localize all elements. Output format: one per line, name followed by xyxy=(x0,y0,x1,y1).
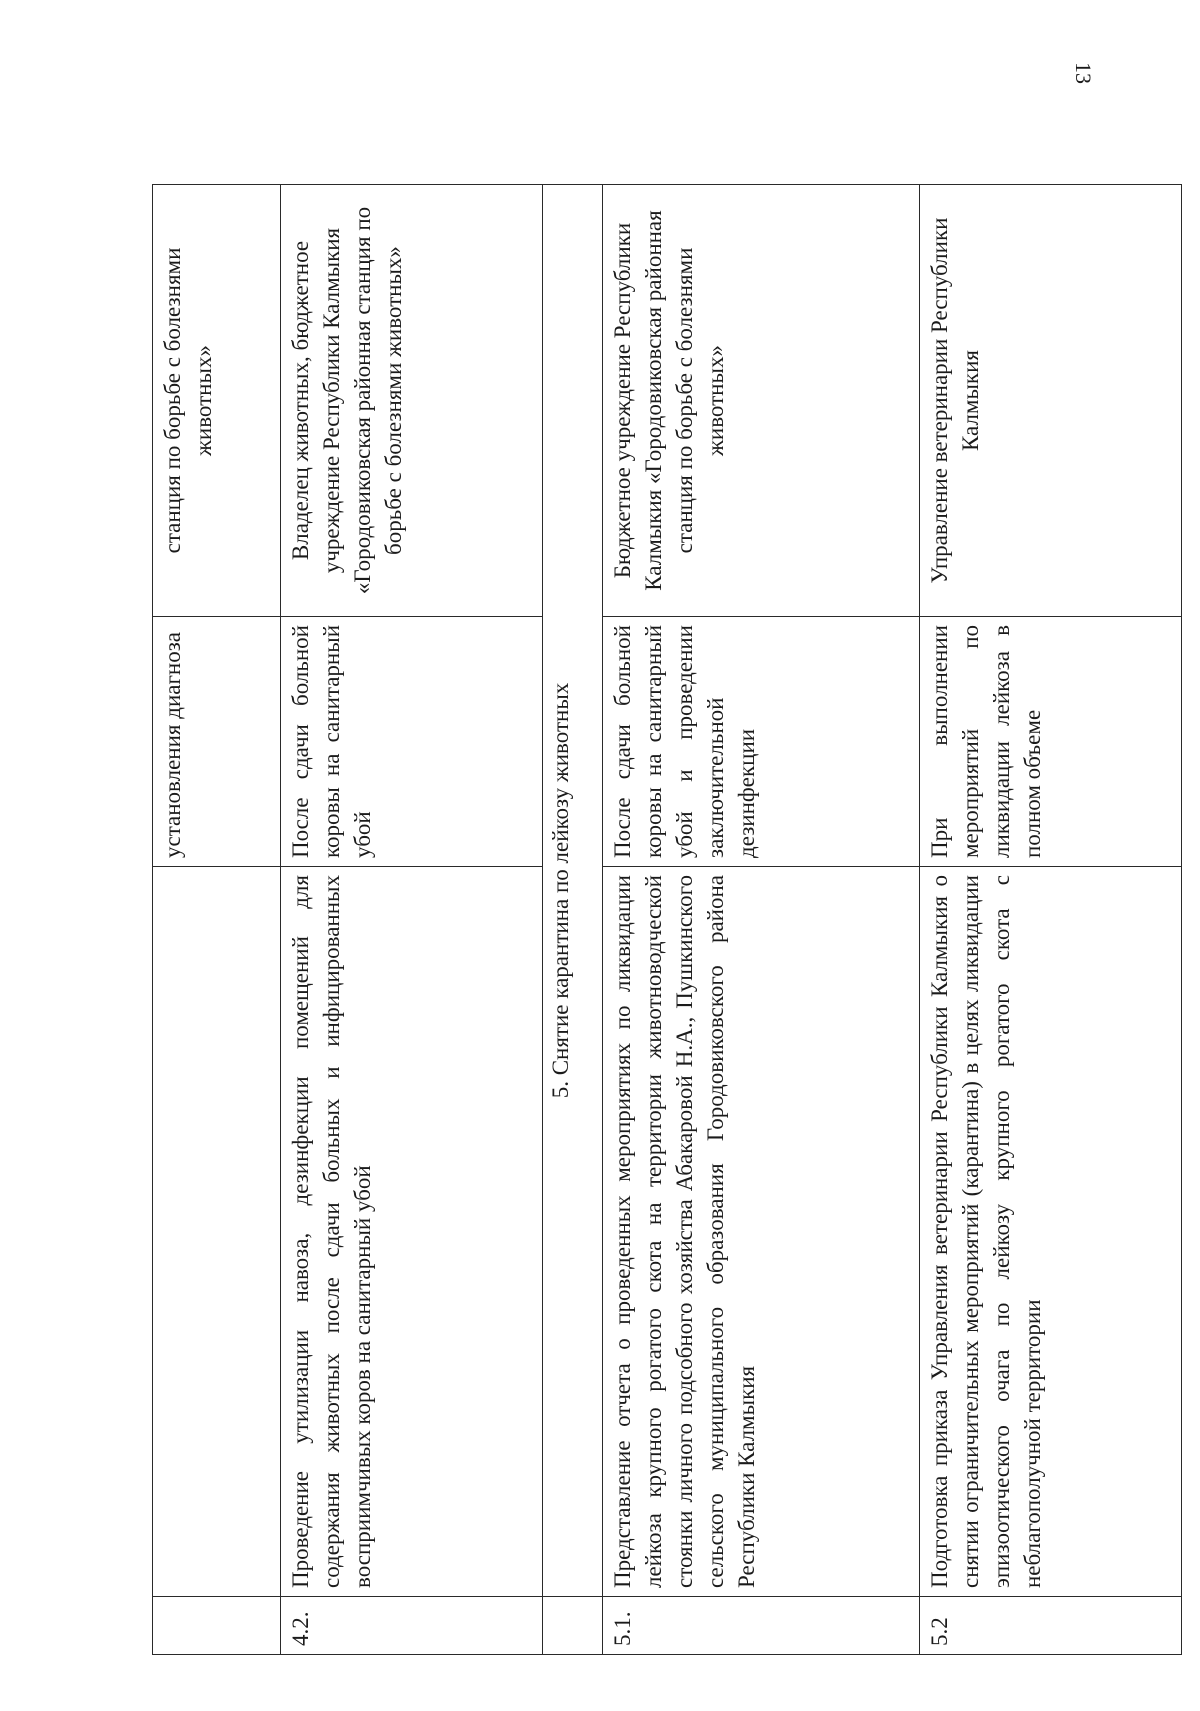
row-number-cell: 4.2. xyxy=(281,1597,543,1655)
section-title: 5. Снятие карантина по лейкозу животных xyxy=(543,185,602,1597)
row-number-cell xyxy=(153,1597,281,1655)
table-row xyxy=(281,185,543,1655)
responsible-cell: Управление ветеринарии Республики Калмыкия xyxy=(919,185,1181,617)
action-cell xyxy=(153,867,281,1597)
page-number: 13 xyxy=(1071,62,1096,84)
responsible-cell: Владелец животных, бюджетное учреждение Республики Калмыкия «Городовиковская районная станция по борьбе с болезнями животных» xyxy=(281,185,543,617)
responsible-cell: Бюджетное учреждение Республики Калмыкия «Городовиковская районная станция по борьбе с болезнями животных» xyxy=(602,185,919,617)
table-row xyxy=(602,185,919,1655)
plan-table xyxy=(152,184,1182,1655)
action-cell: Проведение утилизации навоза, дезинфекции помещений для содержания животных после сдачи больных и инфицированных восприимчивых коров на санитарный убой xyxy=(281,867,543,1597)
term-cell: После сдачи больной коровы на санитарный убой xyxy=(281,617,543,867)
action-cell: Подготовка приказа Управления ветеринарии Республики Калмыкия о снятии ограничительных мероприятий (карантина) в целях ликвидации эпизоотического очага по лейкозу крупного рогатого скота с неблагополучной территории xyxy=(919,867,1181,1597)
row-number-cell: 5.1. xyxy=(602,1597,919,1655)
section-row xyxy=(543,185,602,1655)
table-row xyxy=(153,185,281,1655)
row-number-cell: 5.2 xyxy=(919,1597,1181,1655)
term-cell: При выполнении мероприятий по ликвидации лейкоза в полном объеме xyxy=(919,617,1181,867)
action-cell: Представление отчета о проведенных мероприятиях по ликвидации лейкоза крупного рогатого скота на территории животноводческой стоянки личного подсобного хозяйства Абакаровой Н.А., Пушкинского сельского муниципального образования Городовиковского района Республики Калмыкия xyxy=(602,867,919,1597)
table-row xyxy=(919,185,1181,1655)
term-cell: После сдачи больной коровы на санитарный убой и проведении заключительной дезинфекции xyxy=(602,617,919,867)
term-cell: установления диагноза xyxy=(153,617,281,867)
responsible-cell: станция по борьбе с болезнями животных» xyxy=(153,185,281,617)
section-number-cell xyxy=(543,1597,602,1655)
plan-table-container xyxy=(152,185,1182,1655)
